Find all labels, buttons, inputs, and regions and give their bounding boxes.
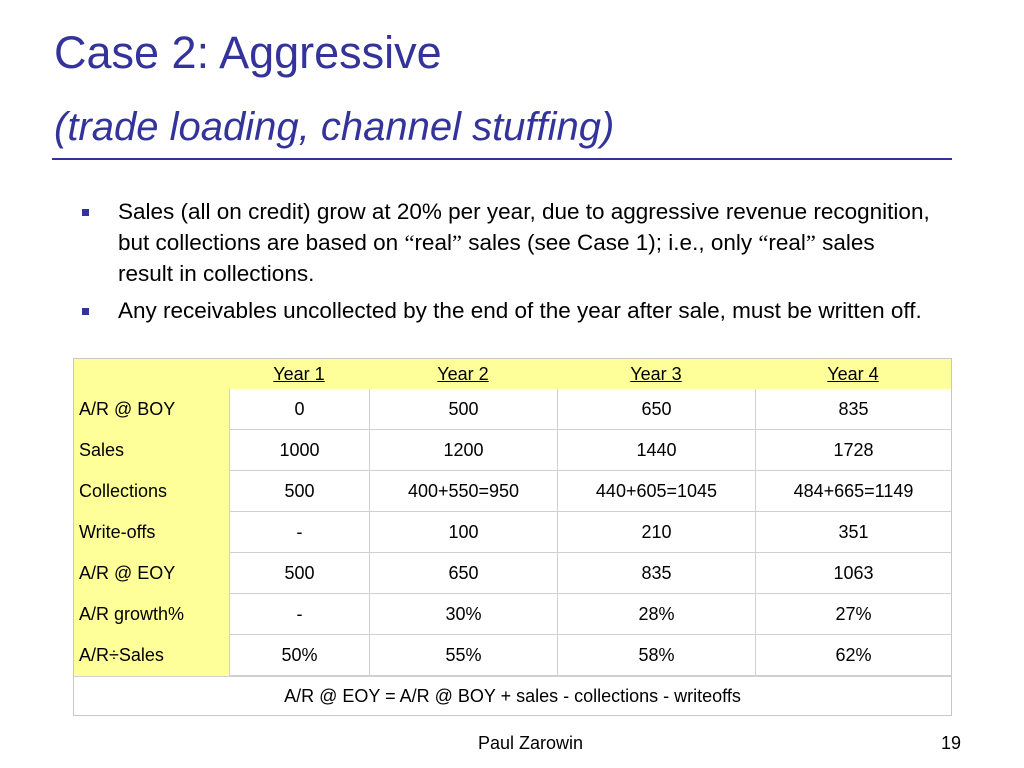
column-header: Year 4 [755,359,951,389]
receivables-table [73,358,952,716]
column-header: Year 1 [229,359,369,389]
header-corner [74,359,229,389]
table-cell: 50% [229,635,369,676]
slide-title: Case 2: Aggressive [54,27,442,78]
slide-subtitle: (trade loading, channel stuffing) [54,105,615,149]
table-cell: 1000 [229,430,369,471]
table-cell: 400+550=950 [369,471,557,512]
table-cell: 351 [755,512,951,553]
table-row [74,389,951,430]
quote-open: “ [404,230,415,255]
table-row [74,594,951,635]
table-header-row [74,359,951,389]
bullet-item [80,196,930,289]
table-cell: 1728 [755,430,951,471]
table-cell: 1063 [755,553,951,594]
row-label: A/R growth% [74,594,229,635]
table-cell: 62% [755,635,951,676]
table-cell: 27% [755,594,951,635]
bullet-text: sales (see Case 1); i.e., only [461,230,759,255]
quoted-word: real [414,230,452,255]
bullet-item [80,295,930,326]
row-label: A/R @ BOY [74,389,229,430]
bullet-text: sales result in collections. [118,230,875,286]
table-cell: 500 [369,389,557,430]
column-header: Year 2 [369,359,557,389]
square-bullet-icon [82,209,89,216]
row-label: Write-offs [74,512,229,553]
table-cell: 1200 [369,430,557,471]
table-cell: 500 [229,553,369,594]
table-cell: 484+665=1149 [755,471,951,512]
table-cell: 650 [369,553,557,594]
table-row [74,512,951,553]
table-cell: 500 [229,471,369,512]
table-cell: 30% [369,594,557,635]
table-cell: - [229,594,369,635]
row-label: A/R÷Sales [74,635,229,676]
table-cell: 0 [229,389,369,430]
table-footer-row [74,676,951,715]
column-header: Year 3 [557,359,755,389]
table-cell: 100 [369,512,557,553]
quote-open: “ [758,230,769,255]
quoted-word: real [768,230,806,255]
row-label: Sales [74,430,229,471]
bullet-text: Any receivables uncollected by the end of the year after sale, must be written off. [118,298,922,323]
table-row [74,430,951,471]
table-row [74,635,951,676]
square-bullet-icon [82,308,89,315]
formula-note: A/R @ EOY = A/R @ BOY + sales - collections - writeoffs [74,676,951,715]
row-label: A/R @ EOY [74,553,229,594]
title-divider [52,158,952,160]
table-cell: 58% [557,635,755,676]
table-cell: 55% [369,635,557,676]
row-label: Collections [74,471,229,512]
table-cell: 835 [755,389,951,430]
table-cell: 28% [557,594,755,635]
table-cell: - [229,512,369,553]
quote-close: ” [805,230,816,255]
table-cell: 1440 [557,430,755,471]
table-row [74,471,951,512]
bullet-text: Sales (all on credit) grow at 20% per year, due to aggressive revenue recognition, but collections are based on [118,199,930,255]
table-row [74,553,951,594]
quote-close: ” [451,230,462,255]
table-cell: 440+605=1045 [557,471,755,512]
bullet-list [80,196,930,332]
table-cell: 835 [557,553,755,594]
table-cell: 210 [557,512,755,553]
footer-author: Paul Zarowin [478,733,584,753]
table-cell: 650 [557,389,755,430]
page-number: 19 [941,733,962,753]
